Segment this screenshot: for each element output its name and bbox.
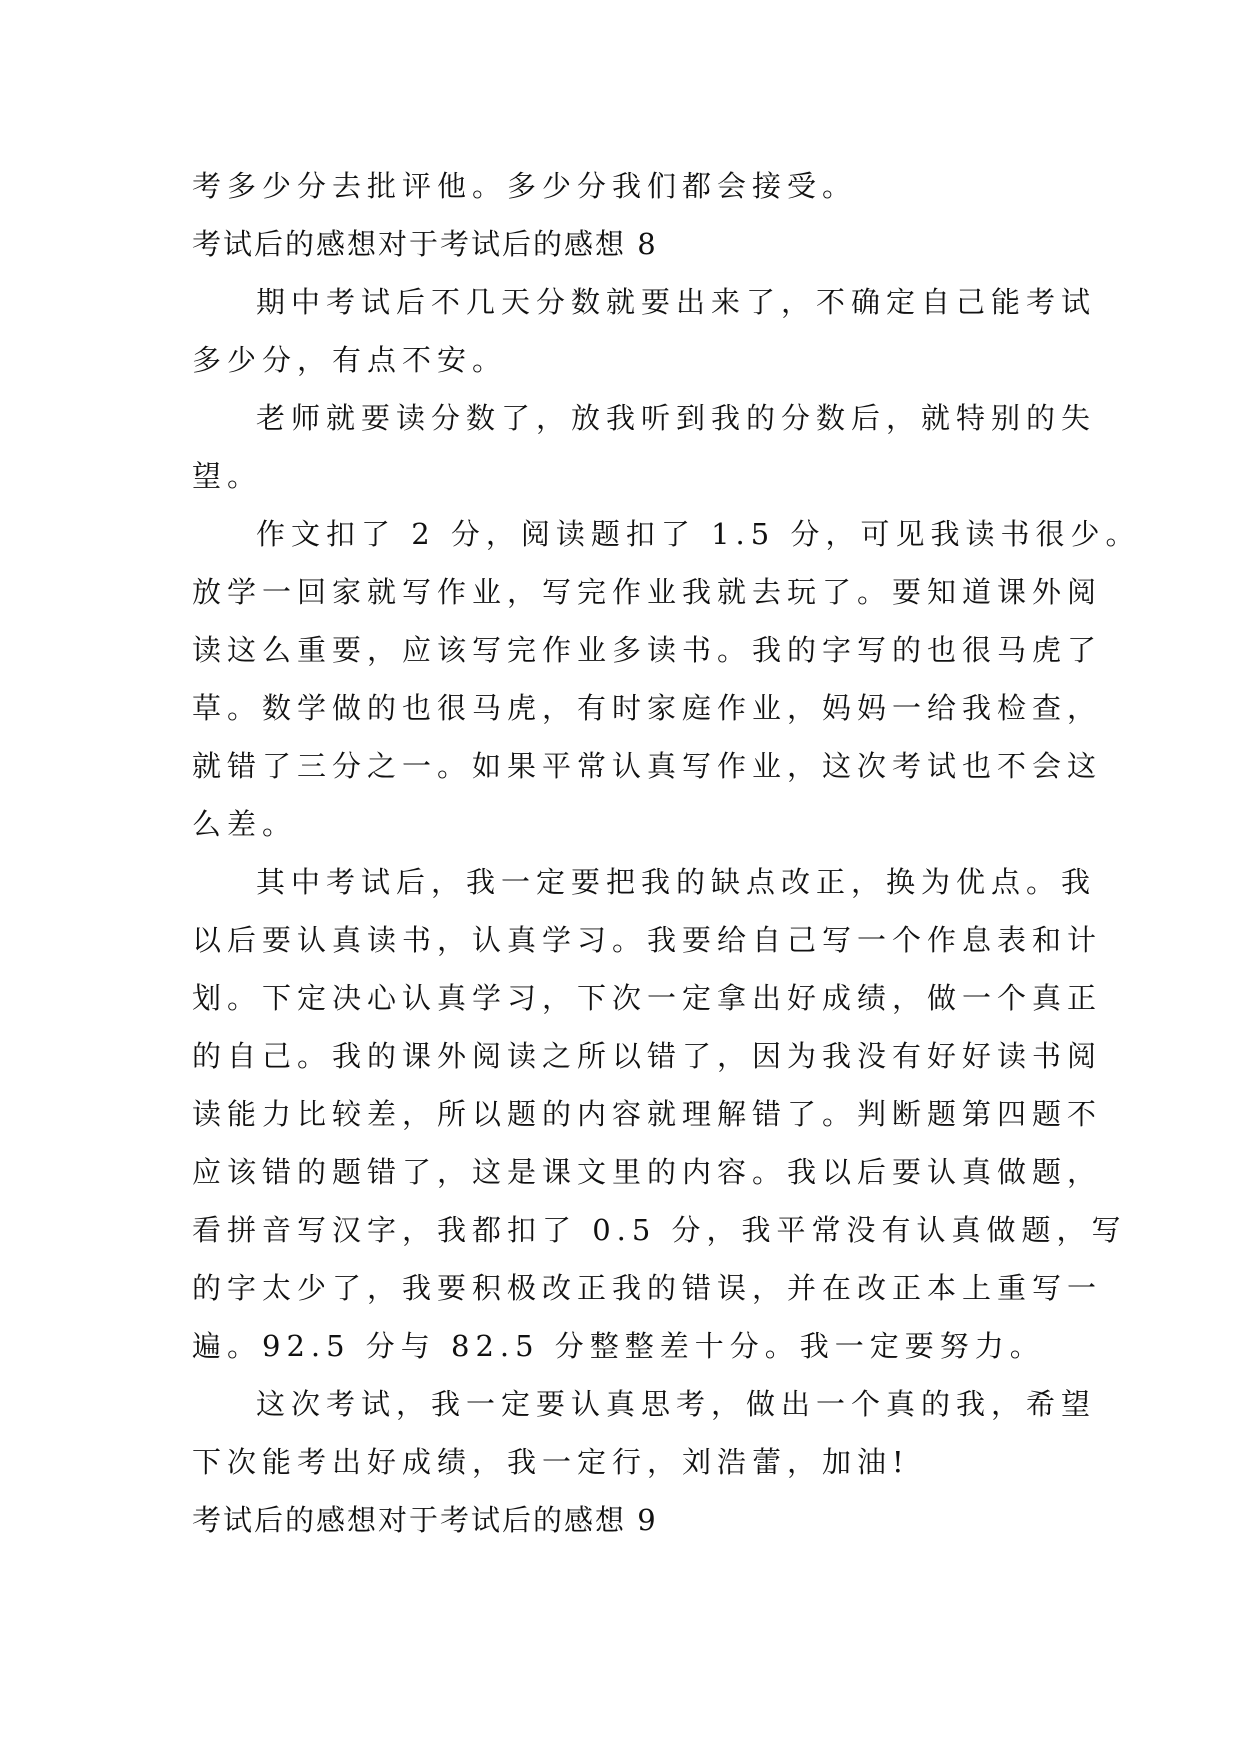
text-line: 期中考试后不几天分数就要出来了，不确定自己能考试 <box>256 285 1097 319</box>
text-line: 么差。 <box>192 807 298 841</box>
text-line: 遍。92.5 分与 82.5 分整整差十分。我一定要努力。 <box>192 1329 1045 1363</box>
text-line: 其中考试后，我一定要把我的缺点改正，换为优点。我 <box>256 865 1097 899</box>
text-line: 多少分，有点不安。 <box>192 343 508 377</box>
section-heading: 考试后的感想对于考试后的感想 8 <box>192 227 658 261</box>
text-line: 划。下定决心认真学习，下次一定拿出好成绩，做一个真正 <box>192 981 1103 1015</box>
text-line: 的自己。我的课外阅读之所以错了，因为我没有好好读书阅 <box>192 1039 1103 1073</box>
text-line: 老师就要读分数了，放我听到我的分数后，就特别的失 <box>256 401 1097 435</box>
text-line: 这次考试，我一定要认真思考，做出一个真的我，希望 <box>256 1387 1097 1421</box>
text-line: 就错了三分之一。如果平常认真写作业，这次考试也不会这 <box>192 749 1103 783</box>
text-line: 考多少分去批评他。多少分我们都会接受。 <box>192 169 858 203</box>
text-line: 读能力比较差，所以题的内容就理解错了。判断题第四题不 <box>192 1097 1103 1131</box>
text-line: 应该错的题错了，这是课文里的内容。我以后要认真做题， <box>192 1155 1103 1189</box>
text-line: 下次能考出好成绩，我一定行，刘浩蕾，加油! <box>192 1445 910 1479</box>
text-line: 望。 <box>192 459 263 493</box>
text-line: 放学一回家就写作业，写完作业我就去玩了。要知道课外阅 <box>192 575 1103 609</box>
text-line: 作文扣了 2 分，阅读题扣了 1.5 分，可见我读书很少。 <box>256 517 1141 551</box>
section-heading: 考试后的感想对于考试后的感想 9 <box>192 1503 658 1537</box>
text-line: 读这么重要，应该写完作业多读书。我的字写的也很马虎了 <box>192 633 1103 667</box>
text-line: 草。数学做的也很马虎，有时家庭作业，妈妈一给我检查， <box>192 691 1103 725</box>
text-line: 以后要认真读书，认真学习。我要给自己写一个作息表和计 <box>192 923 1103 957</box>
text-line: 看拼音写汉字，我都扣了 0.5 分，我平常没有认真做题，写 <box>192 1213 1127 1247</box>
text-line: 的字太少了，我要积极改正我的错误，并在改正本上重写一 <box>192 1271 1103 1305</box>
